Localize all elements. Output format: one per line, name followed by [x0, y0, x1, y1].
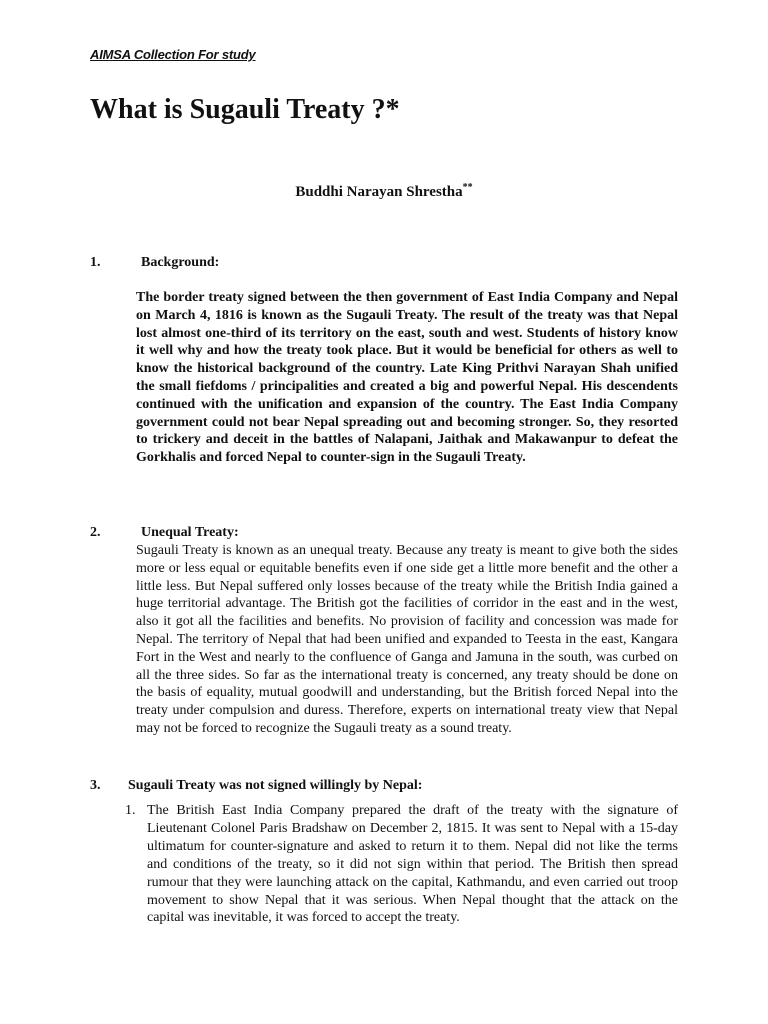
section-1-heading — [90, 254, 678, 272]
section-number: 2. — [90, 525, 101, 540]
list-item-text: The British East India Company prepared the draft of the treaty with the signature of Lieutenant Colonel Paris Bradshaw on December 2, 1815. It was sent to Nepal with a 15-day ultimatum for counter-signature and asked to return it to them. Nepal did not like the terms and conditions of the treaty, so it did not sign within that period. The British then spread rumour that they were launching attack on the capital, Kathmandu, and even carried out troop movement to show Nepal that it was serious. When Nepal thought that the attack on the capital was inevitable, it was forced to accept the treaty. — [147, 803, 678, 926]
section-2-body: Sugauli Treaty is known as an unequal treaty. Because any treaty is meant to give both the sides more or less equal or equitable benefits even if one side get a little more benefit and the other a little less. But Nepal suffered only losses because of the treaty while the British India gained a huge territorial advantage. The British got the facilities of corridor in the east and in the west, also it got all the facilities and benefits. No provision of facility and concession was made for Nepal. The territory of Nepal that had been unified and expanded to Teesta in the east, Kangara Fort in the West and nearly to the confluence of Ganga and Jamuna in the south, was curbed on all the three sides. So far as the international treaty is concerned, any treaty should be done on the basis of equality, mutual goodwill and understanding, but the British forced Nepal into the treaty under compulsion and duress. Therefore, experts on international treaty view that Nepal may not be forced to recognize the Sugauli treaty as a sound treaty. — [136, 543, 678, 736]
list-item-number: 1. — [125, 803, 136, 818]
collection-note: AIMSA Collection For study — [90, 47, 256, 62]
page-title: What is Sugauli Treaty ?* — [90, 94, 400, 125]
section-number: 3. — [90, 778, 101, 793]
section-2-heading — [90, 524, 678, 542]
author-footnote-mark: ** — [462, 182, 473, 193]
section-3-heading — [90, 777, 678, 795]
author-name: Buddhi Narayan Shrestha — [295, 184, 463, 200]
section-title: Background: — [141, 255, 220, 270]
section-1-body: The border treaty signed between the then government of East India Company and Nepal on March 4, 1816 is known as the Sugauli Treaty. The result of the treaty was that Nepal lost almost one-third of its territory on the east, south and west. Students of history know it well why and how the treaty took place. But it would be beneficial for others as well to know the historical background of the country. Late King Prithvi Narayan Shah unified the small fiefdoms / principalities and created a big and powerful Nepal. His descendents continued with the unification and expansion of the country. The East India Company government could not bear Nepal spreading out and becoming stronger. So, they resorted to trickery and deceit in the battles of Nalapani, Jaithak and Makawanpur to defeat the Gorkhalis and forced Nepal to counter-sign in the Sugauli Treaty. — [136, 290, 678, 466]
section-title: Unequal Treaty: — [141, 525, 239, 540]
author-line — [0, 182, 768, 201]
list-item — [125, 802, 678, 927]
section-number: 1. — [90, 255, 101, 270]
section-title: Sugauli Treaty was not signed willingly by Nepal: — [128, 778, 423, 793]
